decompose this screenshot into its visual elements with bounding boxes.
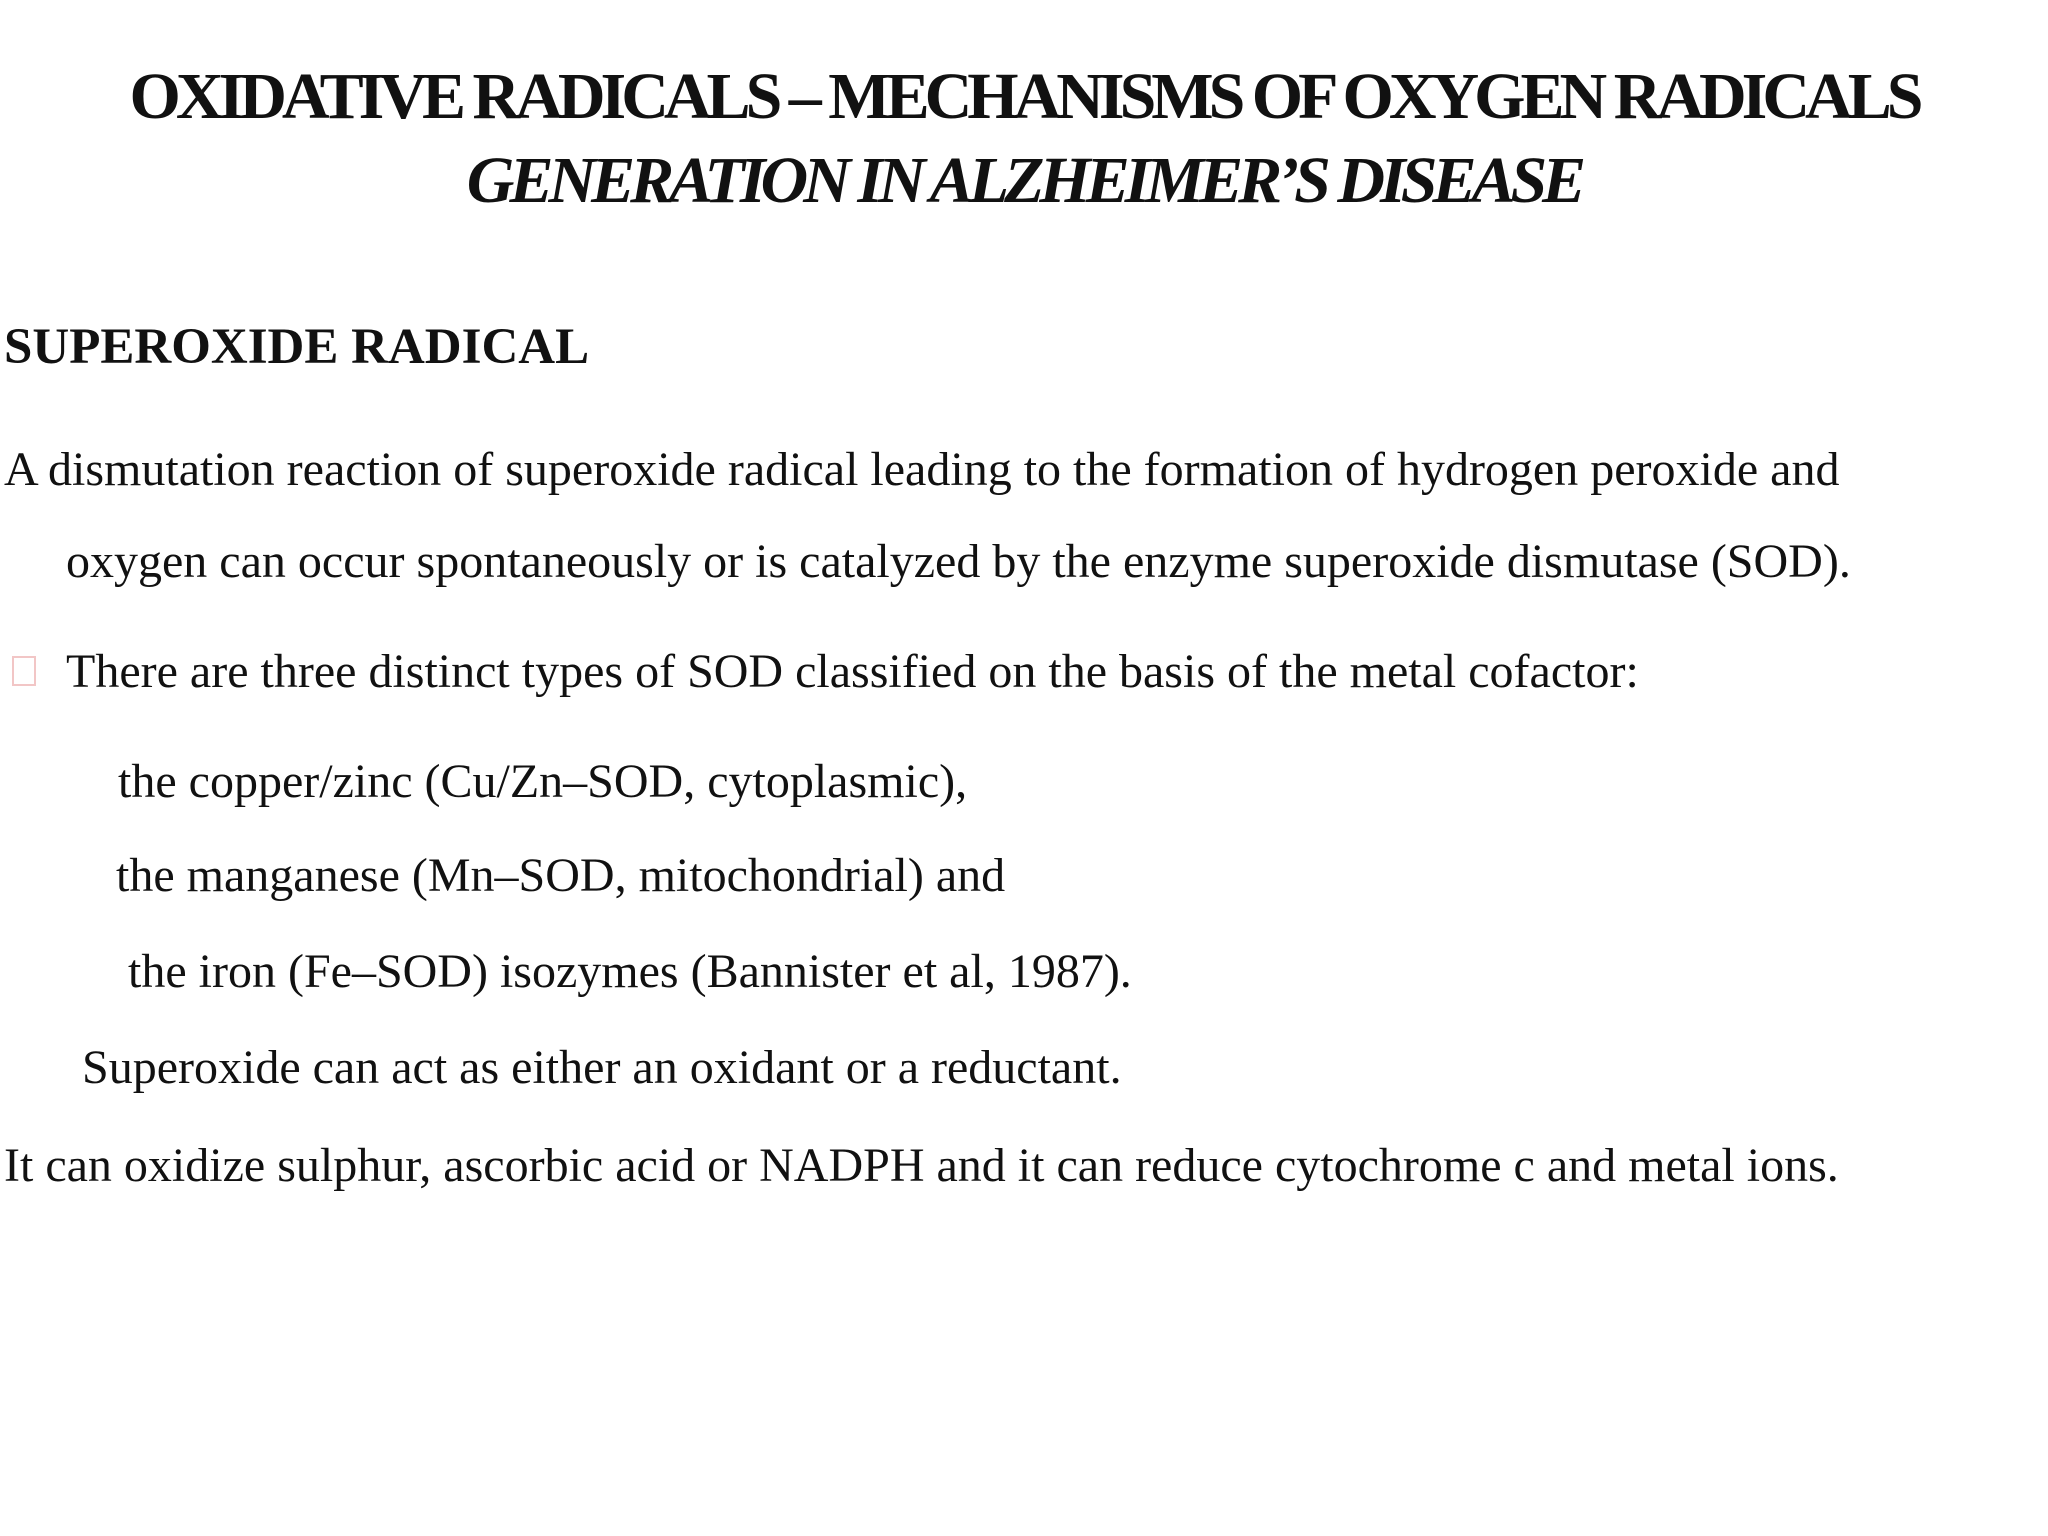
sod-type-copper-zinc: the copper/zinc (Cu/Zn–SOD, cytoplasmic), (118, 755, 968, 808)
slide-title-line-1: OXIDATIVE RADICALS – MECHANISMS OF OXYGEN RADICALS (129, 60, 1919, 133)
sod-type-manganese: the manganese (Mn–SOD, mitochondrial) and (116, 849, 1006, 902)
statement-oxidize-reduce: It can oxidize sulphur, ascorbic acid or NADPH and it can reduce cytochrome c and metal ions. (4, 1139, 1839, 1192)
section-heading: SUPEROXIDE RADICAL (4, 319, 590, 375)
statement-oxidant-reductant: Superoxide can act as either an oxidant or a reductant. (82, 1041, 1122, 1094)
paragraph-1-line-1: A dismutation reaction of superoxide radical leading to the formation of hydrogen peroxide and (4, 443, 1840, 496)
bullet-placeholder-icon (12, 656, 36, 686)
sod-type-iron: the iron (Fe–SOD) isozymes (Bannister et al, 1987). (128, 945, 1132, 998)
paragraph-1-line-2: oxygen can occur spontaneously or is catalyzed by the enzyme superoxide dismutase (SOD). (66, 535, 1851, 588)
bullet-text: There are three distinct types of SOD classified on the basis of the metal cofactor: (66, 645, 1639, 698)
slide-title-line-2: GENERATION IN ALZHEIMER’S DISEASE (466, 144, 1582, 217)
